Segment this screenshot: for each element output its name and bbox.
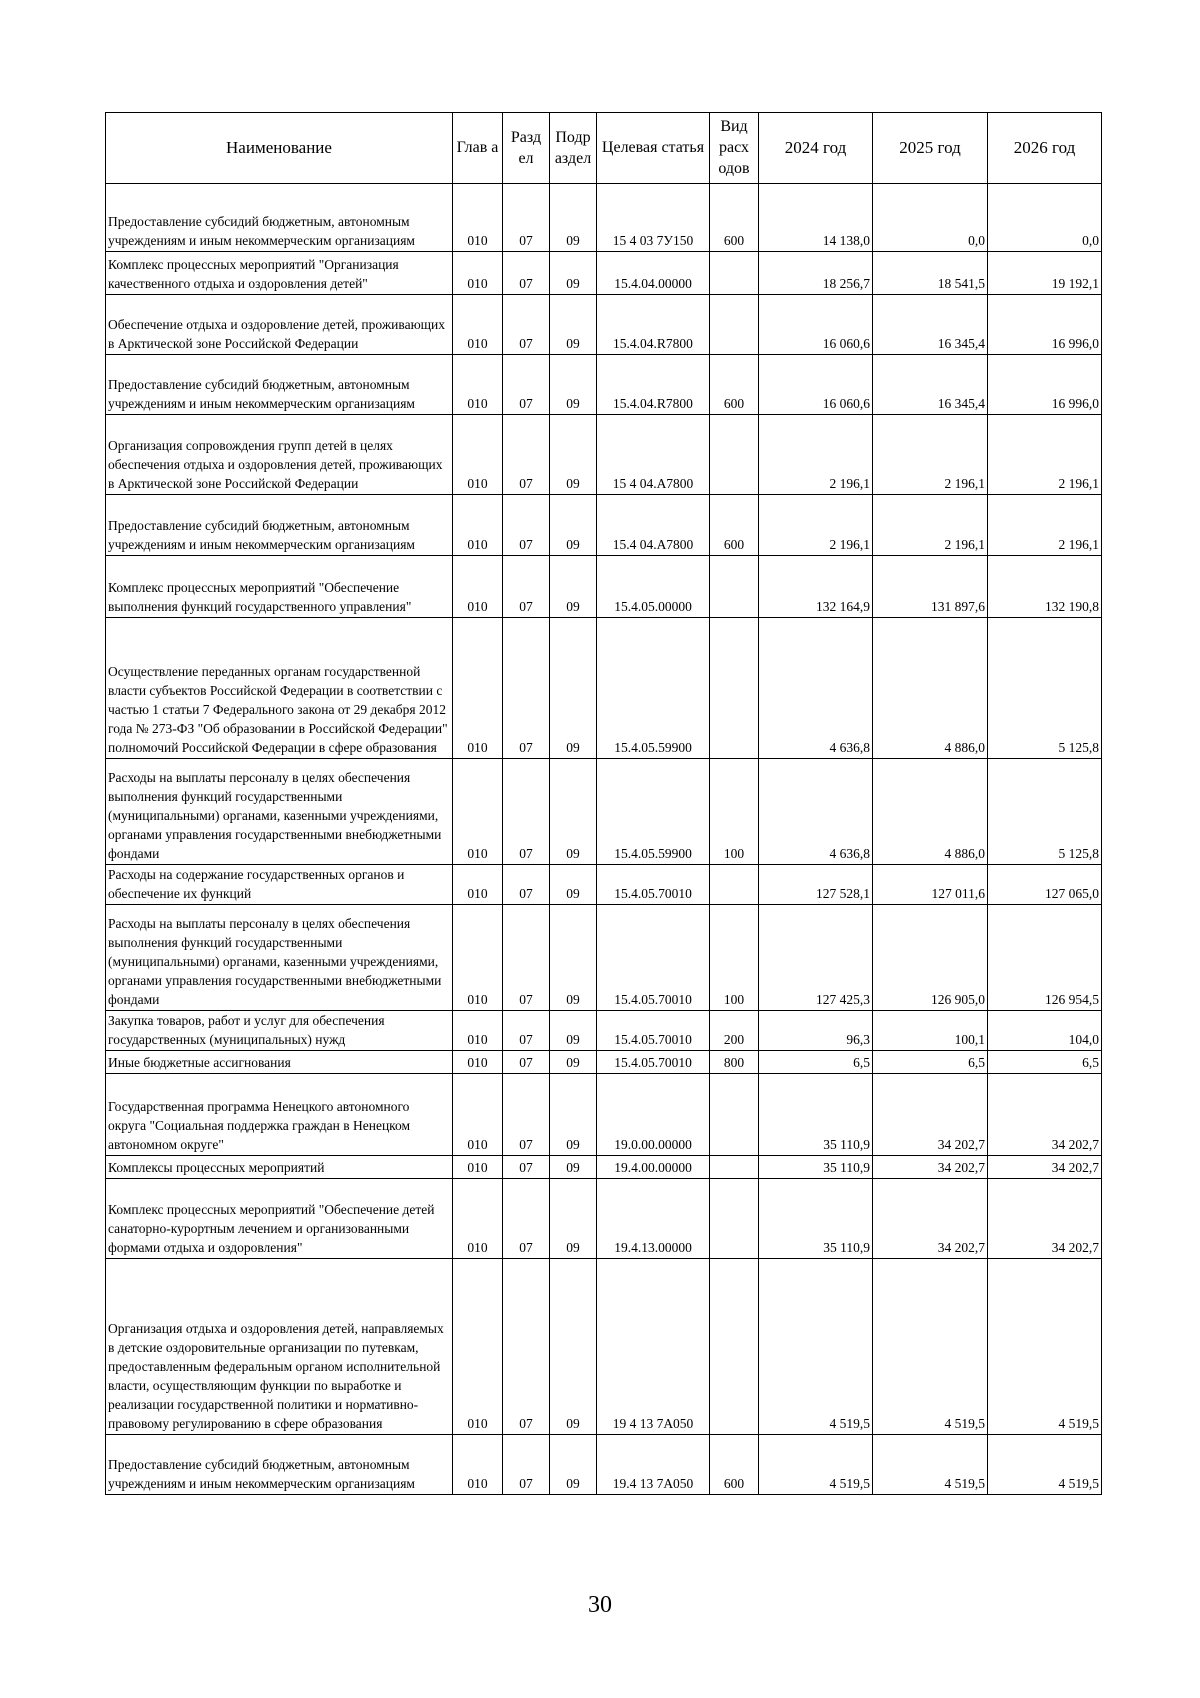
cell-exp-type xyxy=(710,865,759,905)
cell-podrazdel: 09 xyxy=(550,355,597,415)
cell-razdel: 07 xyxy=(503,1051,550,1074)
cell-podrazdel: 09 xyxy=(550,1011,597,1051)
table-row xyxy=(106,252,1102,295)
cell-2025: 34 202,7 xyxy=(873,1179,988,1259)
header-row xyxy=(106,113,1102,184)
cell-article: 19 4 13 7А050 xyxy=(597,1259,710,1435)
cell-podrazdel: 09 xyxy=(550,905,597,1011)
cell-2025: 4 519,5 xyxy=(873,1259,988,1435)
cell-exp-type: 600 xyxy=(710,495,759,556)
cell-name: Закупка товаров, работ и услуг для обеспечения государственных (муниципальных) нужд xyxy=(106,1011,453,1051)
cell-2025: 4 886,0 xyxy=(873,759,988,865)
cell-2026: 5 125,8 xyxy=(988,759,1102,865)
cell-razdel: 07 xyxy=(503,415,550,495)
cell-article: 15.4.04.R7800 xyxy=(597,355,710,415)
cell-2024: 35 110,9 xyxy=(759,1074,873,1156)
table-row xyxy=(106,556,1102,618)
cell-article: 15.4.05.70010 xyxy=(597,865,710,905)
cell-name: Комплекс процессных мероприятий "Обеспечение выполнения функций государственного управления" xyxy=(106,556,453,618)
cell-exp-type: 800 xyxy=(710,1051,759,1074)
header-podrazdel: Подр аздел xyxy=(550,113,597,184)
cell-article: 15.4.04.00000 xyxy=(597,252,710,295)
cell-2025: 4 519,5 xyxy=(873,1435,988,1495)
cell-exp-type xyxy=(710,1179,759,1259)
cell-name: Организация сопровождения групп детей в целях обеспечения отдыха и оздоровления детей, проживающих в Арктической зоне Российской Федерации xyxy=(106,415,453,495)
header-name: Наименование xyxy=(106,113,453,184)
cell-2024: 127 528,1 xyxy=(759,865,873,905)
cell-name: Комплекс процессных мероприятий "Обеспечение детей санаторно-курортным лечением и организованными формами отдыха и оздоровления" xyxy=(106,1179,453,1259)
cell-glava: 010 xyxy=(453,355,503,415)
cell-2025: 4 886,0 xyxy=(873,618,988,759)
cell-name: Предоставление субсидий бюджетным, автономным учреждениям и иным некоммерческим организациям xyxy=(106,355,453,415)
cell-glava: 010 xyxy=(453,1179,503,1259)
cell-razdel: 07 xyxy=(503,1011,550,1051)
cell-exp-type xyxy=(710,252,759,295)
table-row xyxy=(106,618,1102,759)
cell-exp-type xyxy=(710,556,759,618)
cell-exp-type: 600 xyxy=(710,184,759,252)
table-row xyxy=(106,1051,1102,1074)
cell-glava: 010 xyxy=(453,865,503,905)
cell-article: 15.4.05.70010 xyxy=(597,905,710,1011)
cell-glava: 010 xyxy=(453,1259,503,1435)
cell-article: 15.4.05.59900 xyxy=(597,618,710,759)
cell-name: Организация отдыха и оздоровления детей, направляемых в детские оздоровительные организации по путевкам, предоставленным федеральным органом исполнительной власти, осуществляющим функции по выработке и реализации государственной политики и нормативно-правовому регулированию в сфере образования xyxy=(106,1259,453,1435)
cell-name: Осуществление переданных органам государственной власти субъектов Российской Федерации в соответствии с частью 1 статьи 7 Федерального закона от 29 декабря 2012 года № 273-ФЗ "Об образовании в Российской Федерации" полномочий Российской Федерации в сфере образования xyxy=(106,618,453,759)
cell-2025: 100,1 xyxy=(873,1011,988,1051)
cell-exp-type: 200 xyxy=(710,1011,759,1051)
cell-podrazdel: 09 xyxy=(550,865,597,905)
cell-2024: 4 636,8 xyxy=(759,618,873,759)
cell-podrazdel: 09 xyxy=(550,759,597,865)
cell-razdel: 07 xyxy=(503,252,550,295)
cell-razdel: 07 xyxy=(503,1074,550,1156)
cell-2025: 18 541,5 xyxy=(873,252,988,295)
cell-exp-type xyxy=(710,415,759,495)
cell-glava: 010 xyxy=(453,905,503,1011)
cell-2024: 2 196,1 xyxy=(759,415,873,495)
cell-2026: 2 196,1 xyxy=(988,415,1102,495)
table-body xyxy=(106,184,1102,1495)
cell-glava: 010 xyxy=(453,1435,503,1495)
cell-glava: 010 xyxy=(453,184,503,252)
cell-2026: 5 125,8 xyxy=(988,618,1102,759)
header-glava: Глав а xyxy=(453,113,503,184)
cell-2024: 35 110,9 xyxy=(759,1156,873,1179)
cell-2025: 34 202,7 xyxy=(873,1156,988,1179)
cell-2026: 104,0 xyxy=(988,1011,1102,1051)
cell-razdel: 07 xyxy=(503,1179,550,1259)
cell-name: Обеспечение отдыха и оздоровление детей, проживающих в Арктической зоне Российской Федерации xyxy=(106,295,453,355)
cell-name: Предоставление субсидий бюджетным, автономным учреждениям и иным некоммерческим организациям xyxy=(106,495,453,556)
table-row xyxy=(106,1074,1102,1156)
cell-name: Комплекс процессных мероприятий "Организация качественного отдыха и оздоровления детей" xyxy=(106,252,453,295)
cell-2025: 34 202,7 xyxy=(873,1074,988,1156)
table-row xyxy=(106,1179,1102,1259)
cell-podrazdel: 09 xyxy=(550,495,597,556)
table-row xyxy=(106,295,1102,355)
cell-2025: 0,0 xyxy=(873,184,988,252)
cell-exp-type xyxy=(710,295,759,355)
cell-razdel: 07 xyxy=(503,355,550,415)
cell-2024: 18 256,7 xyxy=(759,252,873,295)
cell-podrazdel: 09 xyxy=(550,252,597,295)
cell-article: 15.4.05.70010 xyxy=(597,1011,710,1051)
header-article: Целевая статья xyxy=(597,113,710,184)
cell-2026: 16 996,0 xyxy=(988,355,1102,415)
header-2026: 2026 год xyxy=(988,113,1102,184)
cell-podrazdel: 09 xyxy=(550,184,597,252)
cell-razdel: 07 xyxy=(503,184,550,252)
cell-2024: 2 196,1 xyxy=(759,495,873,556)
header-razdel: Разд ел xyxy=(503,113,550,184)
cell-2025: 6,5 xyxy=(873,1051,988,1074)
cell-article: 15.4.05.00000 xyxy=(597,556,710,618)
cell-exp-type xyxy=(710,618,759,759)
cell-name: Предоставление субсидий бюджетным, автономным учреждениям и иным некоммерческим организациям xyxy=(106,184,453,252)
table-row xyxy=(106,1011,1102,1051)
cell-2026: 19 192,1 xyxy=(988,252,1102,295)
cell-2024: 4 519,5 xyxy=(759,1435,873,1495)
cell-2024: 4 636,8 xyxy=(759,759,873,865)
cell-podrazdel: 09 xyxy=(550,1156,597,1179)
cell-razdel: 07 xyxy=(503,618,550,759)
cell-2025: 131 897,6 xyxy=(873,556,988,618)
cell-2026: 34 202,7 xyxy=(988,1179,1102,1259)
cell-name: Государственная программа Ненецкого автономного округа "Социальная поддержка граждан в Ненецком автономном округе" xyxy=(106,1074,453,1156)
cell-podrazdel: 09 xyxy=(550,1435,597,1495)
cell-exp-type xyxy=(710,1074,759,1156)
cell-2025: 126 905,0 xyxy=(873,905,988,1011)
cell-exp-type: 600 xyxy=(710,355,759,415)
header-2025: 2025 год xyxy=(873,113,988,184)
cell-podrazdel: 09 xyxy=(550,295,597,355)
cell-glava: 010 xyxy=(453,295,503,355)
header-exp-type: Вид расх одов xyxy=(710,113,759,184)
cell-podrazdel: 09 xyxy=(550,556,597,618)
cell-2026: 34 202,7 xyxy=(988,1074,1102,1156)
cell-glava: 010 xyxy=(453,1051,503,1074)
cell-2026: 126 954,5 xyxy=(988,905,1102,1011)
table-row xyxy=(106,495,1102,556)
page-number: 30 xyxy=(588,1592,612,1618)
cell-2026: 34 202,7 xyxy=(988,1156,1102,1179)
cell-glava: 010 xyxy=(453,759,503,865)
cell-razdel: 07 xyxy=(503,1259,550,1435)
cell-article: 19.4.13.00000 xyxy=(597,1179,710,1259)
cell-2026: 6,5 xyxy=(988,1051,1102,1074)
cell-2025: 2 196,1 xyxy=(873,495,988,556)
cell-exp-type: 100 xyxy=(710,905,759,1011)
cell-podrazdel: 09 xyxy=(550,1259,597,1435)
cell-article: 15.4.05.70010 xyxy=(597,1051,710,1074)
cell-article: 15.4.04.R7800 xyxy=(597,295,710,355)
cell-2026: 0,0 xyxy=(988,184,1102,252)
cell-razdel: 07 xyxy=(503,1156,550,1179)
cell-podrazdel: 09 xyxy=(550,618,597,759)
cell-2024: 6,5 xyxy=(759,1051,873,1074)
header-2024: 2024 год xyxy=(759,113,873,184)
cell-razdel: 07 xyxy=(503,295,550,355)
budget-table xyxy=(105,112,1102,1495)
cell-2024: 96,3 xyxy=(759,1011,873,1051)
cell-razdel: 07 xyxy=(503,556,550,618)
cell-name: Предоставление субсидий бюджетным, автономным учреждениям и иным некоммерческим организациям xyxy=(106,1435,453,1495)
cell-article: 15.4 04.А7800 xyxy=(597,495,710,556)
cell-2025: 127 011,6 xyxy=(873,865,988,905)
cell-article: 15 4 04.А7800 xyxy=(597,415,710,495)
cell-2024: 132 164,9 xyxy=(759,556,873,618)
cell-2026: 4 519,5 xyxy=(988,1259,1102,1435)
cell-name: Расходы на выплаты персоналу в целях обеспечения выполнения функций государственными (муниципальными) органами, казенными учреждениями, органами управления государственными внебюджетными фондами xyxy=(106,905,453,1011)
cell-glava: 010 xyxy=(453,1074,503,1156)
cell-glava: 010 xyxy=(453,1156,503,1179)
cell-razdel: 07 xyxy=(503,865,550,905)
cell-podrazdel: 09 xyxy=(550,1051,597,1074)
cell-glava: 010 xyxy=(453,252,503,295)
table-row xyxy=(106,415,1102,495)
cell-exp-type xyxy=(710,1156,759,1179)
cell-article: 19.4.00.00000 xyxy=(597,1156,710,1179)
table-row xyxy=(106,1435,1102,1495)
cell-name: Расходы на выплаты персоналу в целях обеспечения выполнения функций государственными (муниципальными) органами, казенными учреждениями, органами управления государственными внебюджетными фондами xyxy=(106,759,453,865)
cell-2025: 16 345,4 xyxy=(873,355,988,415)
cell-2026: 16 996,0 xyxy=(988,295,1102,355)
cell-exp-type xyxy=(710,1259,759,1435)
cell-article: 15 4 03 7У150 xyxy=(597,184,710,252)
cell-2024: 16 060,6 xyxy=(759,355,873,415)
cell-2026: 127 065,0 xyxy=(988,865,1102,905)
cell-2024: 14 138,0 xyxy=(759,184,873,252)
cell-2026: 4 519,5 xyxy=(988,1435,1102,1495)
cell-2026: 2 196,1 xyxy=(988,495,1102,556)
table-row xyxy=(106,865,1102,905)
cell-exp-type: 600 xyxy=(710,1435,759,1495)
table-row xyxy=(106,905,1102,1011)
cell-2025: 16 345,4 xyxy=(873,295,988,355)
cell-2024: 35 110,9 xyxy=(759,1179,873,1259)
cell-glava: 010 xyxy=(453,1011,503,1051)
cell-razdel: 07 xyxy=(503,905,550,1011)
cell-razdel: 07 xyxy=(503,759,550,865)
cell-glava: 010 xyxy=(453,618,503,759)
cell-name: Иные бюджетные ассигнования xyxy=(106,1051,453,1074)
cell-2026: 132 190,8 xyxy=(988,556,1102,618)
table-row xyxy=(106,1259,1102,1435)
cell-podrazdel: 09 xyxy=(550,1179,597,1259)
table-row xyxy=(106,184,1102,252)
cell-article: 15.4.05.59900 xyxy=(597,759,710,865)
cell-razdel: 07 xyxy=(503,495,550,556)
cell-glava: 010 xyxy=(453,415,503,495)
cell-2024: 127 425,3 xyxy=(759,905,873,1011)
cell-2025: 2 196,1 xyxy=(873,415,988,495)
cell-article: 19.0.00.00000 xyxy=(597,1074,710,1156)
cell-exp-type: 100 xyxy=(710,759,759,865)
cell-podrazdel: 09 xyxy=(550,1074,597,1156)
cell-glava: 010 xyxy=(453,556,503,618)
cell-2024: 4 519,5 xyxy=(759,1259,873,1435)
cell-article: 19.4 13 7А050 xyxy=(597,1435,710,1495)
cell-2024: 16 060,6 xyxy=(759,295,873,355)
cell-name: Комплексы процессных мероприятий xyxy=(106,1156,453,1179)
table-row xyxy=(106,355,1102,415)
table-row xyxy=(106,1156,1102,1179)
table-row xyxy=(106,759,1102,865)
cell-name: Расходы на содержание государственных органов и обеспечение их функций xyxy=(106,865,453,905)
cell-glava: 010 xyxy=(453,495,503,556)
cell-razdel: 07 xyxy=(503,1435,550,1495)
cell-podrazdel: 09 xyxy=(550,415,597,495)
